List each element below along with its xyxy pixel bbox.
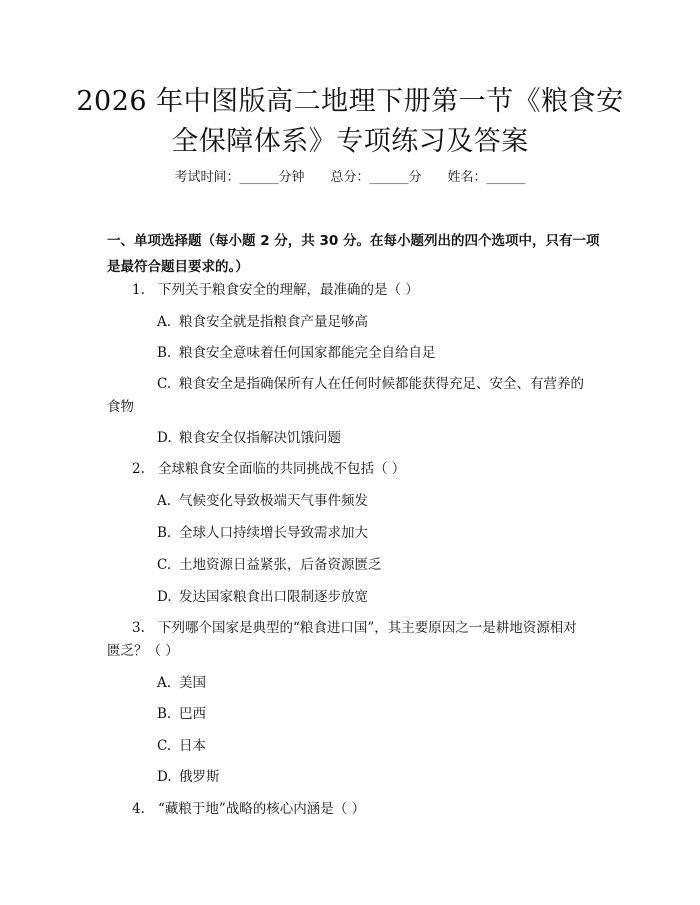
option-letter: D. [157, 589, 172, 605]
title-line-1: 2026 年中图版高二地理下册第一节《粮食安 [76, 86, 624, 117]
option-letter: B. [157, 345, 172, 361]
question-2 [107, 458, 605, 481]
option-1b [107, 342, 605, 365]
title-line-2: 全保障体系》专项练习及答案 [171, 126, 529, 157]
section-heading-line-1: 一、单项选择题（每小题 2 分，共 30 分。在每小题列出的四个选项中，只有一项 [107, 233, 600, 249]
option-text: 土地资源日益紧张，后备资源匮乏 [179, 557, 382, 573]
option-1d [107, 427, 605, 450]
option-text: 美国 [179, 675, 206, 691]
option-letter: A. [157, 314, 172, 330]
question-number: 1. [132, 282, 145, 298]
option-letter: C. [157, 738, 172, 754]
exam-time: 考试时间：______分钟 [174, 170, 305, 185]
question-4 [107, 798, 605, 821]
question-text: “藏粮于地”战略的核心内涵是（ ） [158, 801, 366, 817]
option-letter: D. [157, 769, 172, 785]
question-number: 4. [132, 801, 145, 817]
option-text: 粮食安全是指确保所有人在任何时候都能获得充足、安全、有营养的 [179, 376, 584, 392]
option-letter: B. [157, 525, 172, 541]
option-letter: D. [157, 430, 172, 446]
option-2a [107, 490, 605, 513]
option-3d [107, 766, 605, 789]
option-2b [107, 522, 605, 545]
question-number: 2. [132, 461, 145, 477]
option-text: 巴西 [179, 706, 206, 722]
option-3b [107, 703, 605, 726]
question-number: 3. [132, 620, 145, 636]
option-text: 气候变化导致极端天气事件频发 [179, 493, 368, 509]
question-text: 全球粮食安全面临的共同挑战不包括（ ） [158, 461, 406, 477]
option-text-continued: 食物 [107, 399, 134, 415]
option-3a [107, 672, 605, 695]
question-text-continued: 匮乏？（ ） [107, 643, 179, 659]
option-text: 日本 [179, 738, 206, 754]
option-letter: C. [157, 557, 172, 573]
option-letter: A. [157, 493, 172, 509]
option-2c [107, 554, 605, 577]
exam-score: 总分：______分 [330, 170, 422, 185]
question-1 [107, 279, 605, 302]
option-1c [107, 373, 605, 419]
question-3 [107, 617, 605, 663]
question-text: 下列哪个国家是典型的“粮食进口国”，其主要原因之一是耕地资源相对 [158, 620, 577, 636]
exam-name: 姓名：______ [447, 170, 526, 185]
option-text: 粮食安全意味着任何国家都能完全自给自足 [179, 345, 436, 361]
option-letter: B. [157, 706, 172, 722]
exam-title [40, 82, 660, 162]
exam-info [0, 168, 700, 188]
option-2d [107, 586, 605, 609]
option-text: 粮食安全就是指粮食产量足够高 [179, 314, 368, 330]
option-text: 粮食安全仅指解决饥饿问题 [179, 430, 341, 446]
option-text: 俄罗斯 [179, 769, 220, 785]
question-text: 下列关于粮食安全的理解，最准确的是（ ） [158, 282, 419, 298]
option-text: 发达国家粮食出口限制逐步放宽 [179, 589, 368, 605]
option-text: 全球人口持续增长导致需求加大 [179, 525, 368, 541]
option-letter: C. [157, 376, 172, 392]
option-3c [107, 735, 605, 758]
section-heading-line-2: 是最符合题目要求的。） [107, 259, 249, 275]
option-1a [107, 311, 605, 334]
section-heading [107, 228, 605, 280]
option-letter: A. [157, 675, 172, 691]
